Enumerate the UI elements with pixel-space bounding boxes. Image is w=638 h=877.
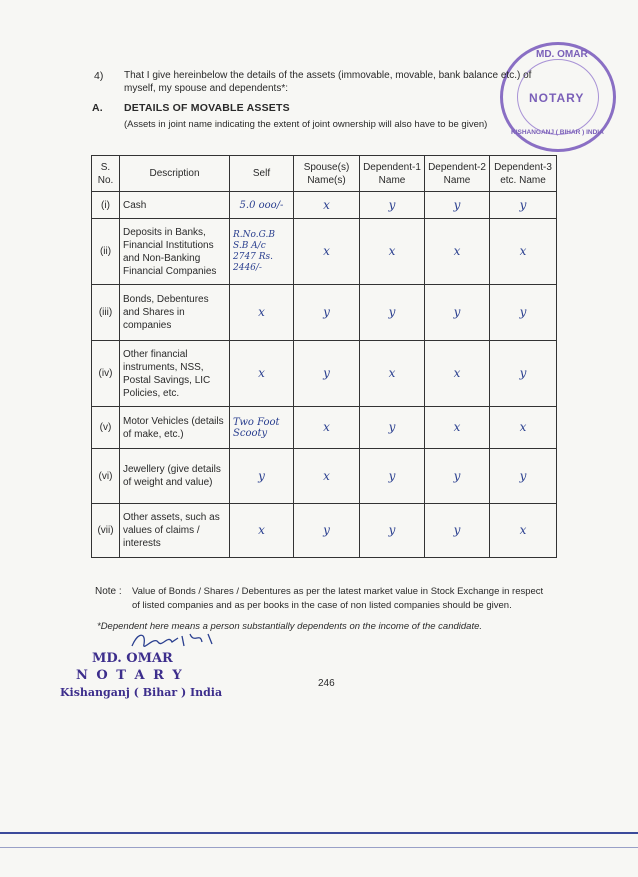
- stamp-place: Kishanganj ( Bihar ) India: [60, 686, 223, 699]
- row-self-value: Two Foot Scooty: [230, 407, 294, 449]
- header-dependent-2: Dependent-2 Name: [425, 156, 490, 192]
- row-dep1-mark: y: [360, 192, 425, 219]
- row-description: Motor Vehicles (details of make, etc.): [120, 407, 230, 449]
- header-dependent-3: Dependent-3 etc. Name: [490, 156, 557, 192]
- table-row: [92, 341, 557, 407]
- row-dep2-mark: x: [425, 341, 490, 407]
- row-dep3-mark: y: [490, 341, 557, 407]
- row-dep1-mark: x: [360, 341, 425, 407]
- row-dep3-mark: y: [490, 285, 557, 341]
- row-description: Jewellery (give details of weight and value): [120, 449, 230, 504]
- row-sno: (vii): [92, 504, 120, 558]
- row-sno: (ii): [92, 219, 120, 285]
- note-line1: Value of Bonds / Shares / Debentures as per the latest market value in Stock Exchange in respect: [132, 586, 544, 597]
- row-dep3-mark: y: [490, 449, 557, 504]
- table-row: [92, 407, 557, 449]
- row-self-value: 5.0 ooo/-: [230, 192, 294, 219]
- row-dep2-mark: y: [425, 504, 490, 558]
- section-letter: A.: [92, 102, 103, 114]
- row-dep3-mark: x: [490, 407, 557, 449]
- clause-text-line2: myself, my spouse and dependents*:: [124, 83, 288, 94]
- row-dep2-mark: y: [425, 285, 490, 341]
- stamp-name: MD. OMAR: [92, 651, 173, 666]
- row-dep2-mark: x: [425, 407, 490, 449]
- row-dep1-mark: x: [360, 219, 425, 285]
- table-row: [92, 504, 557, 558]
- table-row: [92, 219, 557, 285]
- row-dep1-mark: y: [360, 449, 425, 504]
- header-spouse: Spouse(s) Name(s): [294, 156, 360, 192]
- row-dep2-mark: y: [425, 449, 490, 504]
- row-sno: (iv): [92, 341, 120, 407]
- row-dep1-mark: y: [360, 285, 425, 341]
- row-description: Bonds, Debentures and Shares in companies: [120, 285, 230, 341]
- notary-seal: [500, 42, 616, 152]
- table-row: [92, 192, 557, 219]
- bottom-rule-faint: [0, 847, 638, 848]
- bottom-rule: [0, 832, 638, 834]
- row-spouse-mark: y: [294, 504, 360, 558]
- clause-text-line1: That I give hereinbelow the details of the assets (immovable, movable, bank balance etc.) of: [124, 70, 532, 81]
- row-spouse-mark: x: [294, 192, 360, 219]
- note-label: Note :: [95, 586, 122, 597]
- row-spouse-mark: x: [294, 449, 360, 504]
- page-number: 246: [318, 678, 335, 689]
- row-dep3-mark: x: [490, 219, 557, 285]
- dependent-footnote: *Dependent here means a person substantially dependents on the income of the candidate.: [97, 621, 483, 632]
- section-subtitle: (Assets in joint name indicating the extent of joint ownership will also have to be given): [124, 119, 488, 130]
- seal-bottom-text: KISHANGANJ ( BIHAR ) INDIA: [511, 129, 604, 136]
- row-sno: (v): [92, 407, 120, 449]
- table-row: [92, 449, 557, 504]
- header-description: Description: [120, 156, 230, 192]
- row-self-value: R.No.G.B S.B A/c 2747 Rs. 2446/-: [230, 219, 294, 285]
- table-row: [92, 285, 557, 341]
- row-self-value: x: [230, 341, 294, 407]
- row-spouse-mark: y: [294, 341, 360, 407]
- row-sno: (i): [92, 192, 120, 219]
- row-self-value: x: [230, 504, 294, 558]
- header-self: Self: [230, 156, 294, 192]
- row-description: Other assets, such as values of claims / interests: [120, 504, 230, 558]
- row-dep3-mark: y: [490, 192, 557, 219]
- row-dep2-mark: y: [425, 192, 490, 219]
- row-spouse-mark: x: [294, 219, 360, 285]
- header-dependent-1: Dependent-1 Name: [360, 156, 425, 192]
- row-description: Deposits in Banks, Financial Institutions and Non-Banking Financial Companies: [120, 219, 230, 285]
- row-self-value: y: [230, 449, 294, 504]
- row-spouse-mark: y: [294, 285, 360, 341]
- row-spouse-mark: x: [294, 407, 360, 449]
- row-sno: (vi): [92, 449, 120, 504]
- section-title: DETAILS OF MOVABLE ASSETS: [124, 102, 290, 114]
- movable-assets-table: [91, 155, 557, 558]
- row-description: Other financial instruments, NSS, Postal Savings, LIC Policies, etc.: [120, 341, 230, 407]
- header-sno: S. No.: [92, 156, 120, 192]
- stamp-title: N O T A R Y: [76, 668, 184, 683]
- row-sno: (iii): [92, 285, 120, 341]
- row-dep3-mark: x: [490, 504, 557, 558]
- seal-top-text: MD. OMAR: [536, 49, 588, 60]
- seal-center-text: NOTARY: [529, 91, 585, 105]
- note-line2: of listed companies and as per books in the case of non listed companies should be given.: [132, 600, 512, 611]
- row-dep2-mark: x: [425, 219, 490, 285]
- table-header-row: [92, 156, 557, 192]
- row-dep1-mark: y: [360, 504, 425, 558]
- clause-number: 4): [94, 70, 104, 82]
- row-dep1-mark: y: [360, 407, 425, 449]
- row-description: Cash: [120, 192, 230, 219]
- row-self-value: x: [230, 285, 294, 341]
